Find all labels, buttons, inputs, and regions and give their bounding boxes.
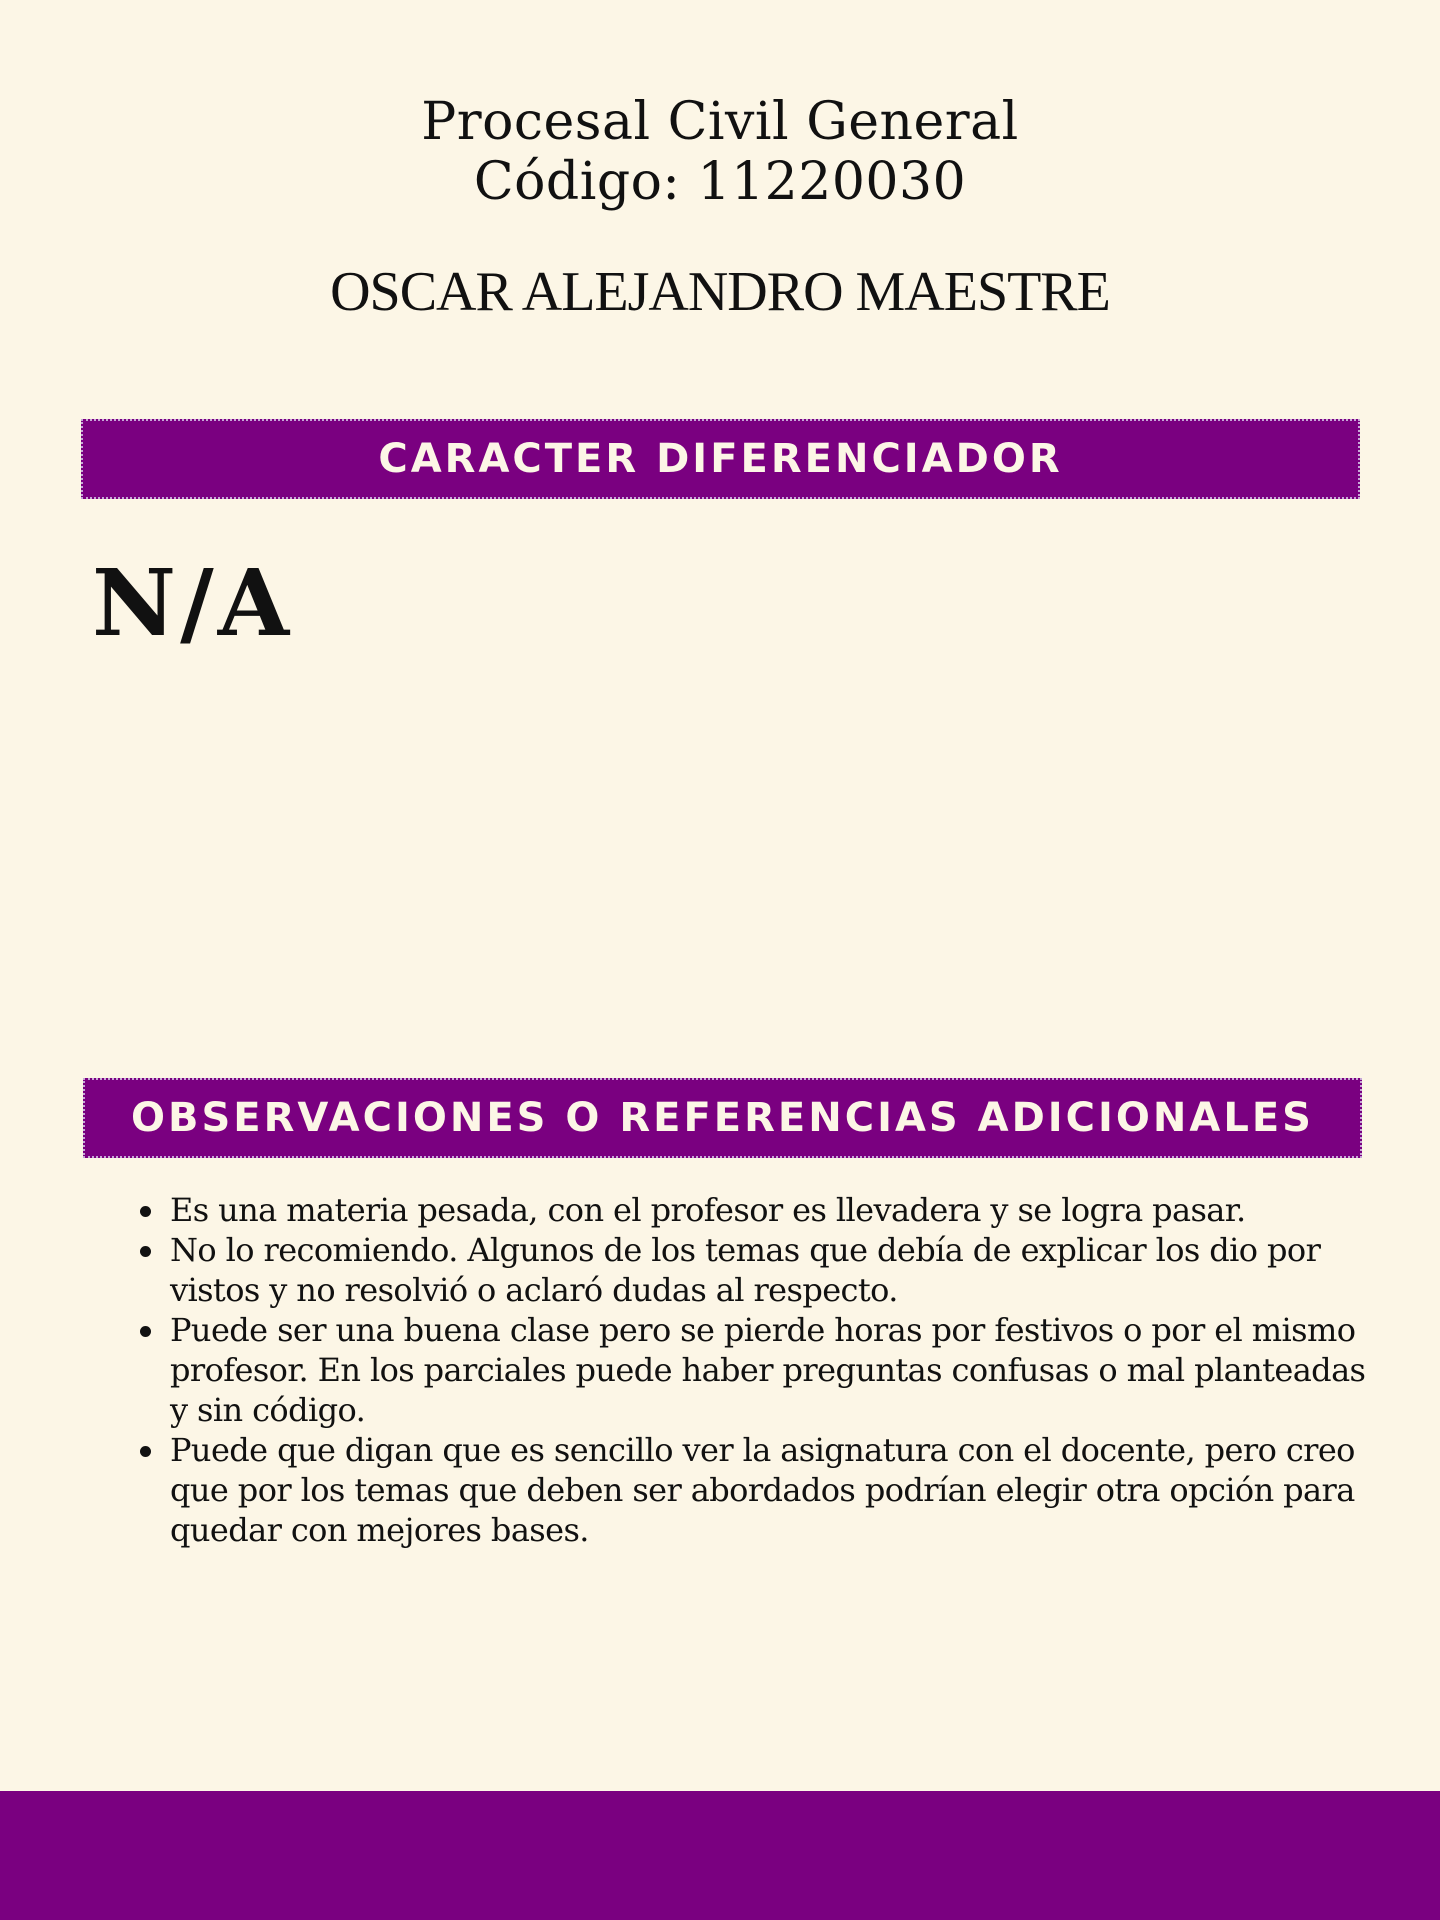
observation-item	[138, 1230, 1368, 1310]
professor-name: OSCAR ALEJANDRO MAESTRE	[330, 261, 1110, 323]
distinguishing-value: N/A	[92, 549, 294, 657]
bullet-icon	[140, 1246, 151, 1257]
section-header-distinguishing: CARACTER DIFERENCIADOR	[81, 419, 1360, 499]
bullet-icon	[140, 1206, 151, 1217]
observation-item	[138, 1310, 1368, 1430]
observations-list	[138, 1190, 1368, 1550]
section-header-observations: OBSERVACIONES O REFERENCIAS ADICIONALES	[83, 1078, 1362, 1158]
footer-bar	[0, 1791, 1440, 1920]
course-header	[0, 92, 1440, 212]
course-code: Código: 11220030	[473, 152, 967, 212]
observation-item	[138, 1190, 1368, 1230]
observation-text: Puede que digan que es sencillo ver la asignatura con el docente, pero creo que por los temas que deben ser abordados podrían elegir otra opción para quedar con mejores bases.	[170, 1431, 1355, 1549]
bullet-icon	[140, 1326, 151, 1337]
observation-text: No lo recomiendo. Algunos de los temas que debía de explicar los dio por vistos y no resolvió o aclaró dudas al respecto.	[170, 1231, 1321, 1309]
observation-item	[138, 1430, 1368, 1550]
observation-text: Puede ser una buena clase pero se pierde horas por festivos o por el mismo profesor. En los parciales puede haber preguntas confusas o mal planteadas y sin código.	[170, 1311, 1366, 1429]
observation-text: Es una materia pesada, con el profesor es llevadera y se logra pasar.	[170, 1191, 1246, 1229]
bullet-icon	[140, 1446, 151, 1457]
course-name: Procesal Civil General	[421, 92, 1019, 152]
